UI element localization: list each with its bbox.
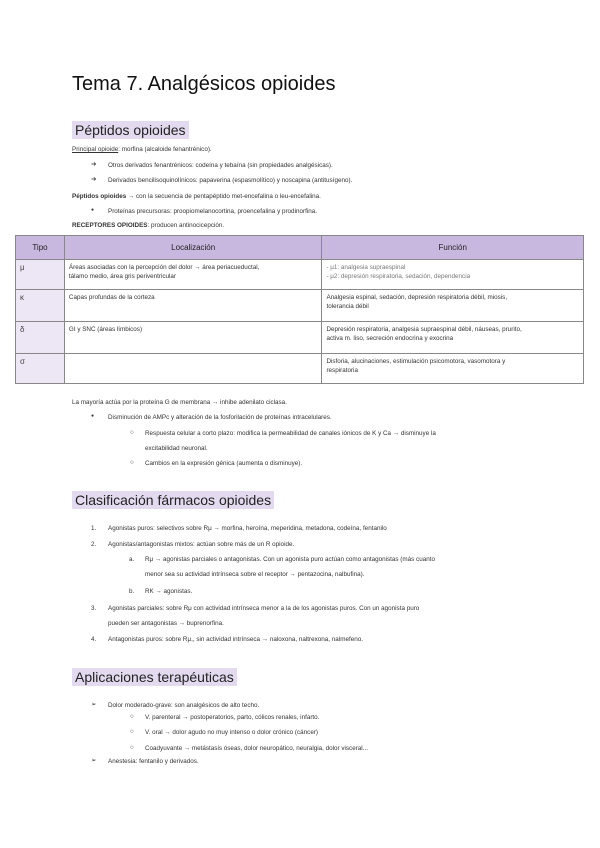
row-funcion [322,322,584,354]
table-header-row [16,236,584,260]
header-funcion: Función [322,236,584,260]
triangle-arrow-icon: ➢ [91,701,97,708]
header-localizacion: Localización [64,236,322,260]
cell-line: Analgesia espinal, sedación, depresión respiratoria débil, miosis, [326,294,508,301]
arrow-icon: ➔ [91,176,97,183]
receptors-table [15,235,584,384]
row-tipo: μ [16,260,65,290]
cell-line: Depresión respiratoria, analgesia supraespinal débil, náuseas, prurito, [326,326,522,333]
triangle-arrow-icon: ➢ [91,757,97,764]
cell-line: - μ1: analgesia supraespinal [326,264,406,271]
circle-icon: ○ [130,744,134,751]
section-aplicaciones-heading: Aplicaciones terapéuticas [72,668,237,686]
list-item-cont: menor sea su actividad intrínseca sobre el receptor → pentazocina, nalbufina). [145,571,365,578]
receptores-text: : producen antinocicepción. [147,222,225,229]
arrow-item-2: Derivados bencilisoquinolínicos: papaverina (espasmolítico) y noscapina (antitusígeno). [108,177,353,184]
aplicacion-sub-2: V. oral → dolor agudo no muy intenso o dolor crónico (cáncer) [145,729,319,736]
cell-line: activa m. liso, secreción endocrina y exocrina [326,335,454,342]
peptidos-text: → con la secuencia de pentapéptido met-encefalina o leu-encefalina. [126,193,321,200]
list-number: b. [129,588,135,595]
list-number: 2. [91,541,97,548]
row-localizacion [64,354,322,384]
list-item: Agonistas/antagonistas mixtos: actúan sobre más de un R opioide. [108,541,295,548]
list-item: Rμ → agonistas parciales o antagonistas. Con un agonista puro actúan como antagonistas (más cuanto [145,556,435,563]
table-row [16,290,584,322]
bullet-icon: ● [91,413,95,419]
list-item-cont: pueden ser antagonistas → buprenorfina. [108,620,224,627]
list-item: Agonistas puros: selectivos sobre Rμ → morfina, heroína, meperidina, metadona, codeína, fentanilo [108,525,387,532]
row-tipo: σ [16,354,65,384]
cell-line: GI y SNC (áreas límbicos) [68,326,143,333]
cell-line: tálamo medio, área gris periventricular [68,273,177,280]
row-tipo: κ [16,290,65,322]
aplicacion-sub-1: V. parenteral → postoperatorios, parto, cólicos renales, infarto. [145,714,320,721]
page-title: Tema 7. Analgésicos opioides [72,73,336,95]
list-item: Agonistas parciales: sobre Rμ con actividad intrínseca menor a la de los agonistas puros. Con un agonista puro [108,605,420,612]
cell-line: respiratoria [326,367,358,374]
aplicacion-sub-3: Coadyuvante → metástasis óseas, dolor neuropático, neuralgia, dolor visceral... [145,745,368,752]
row-localizacion [64,322,322,354]
arrow-icon: ➔ [91,161,97,168]
list-number: a. [129,556,135,563]
circle-icon: ○ [130,459,134,466]
header-tipo: Tipo [16,236,65,260]
bullet-icon: ● [91,207,95,213]
cell-line: Capas profundas de la corteza [68,294,155,301]
aplicacion-item-1: Dolor moderado-grave: son analgésicos de alto techo. [108,702,260,709]
row-tipo: δ [16,322,65,354]
list-number: 4. [91,636,97,643]
circle-icon: ○ [130,429,134,436]
cell-line: - μ2: depresión respiratoria, sedación, dependencia [326,273,471,280]
list-item: Antagonistas puros: sobre Rμ,, sin actividad intrínseca → naloxona, naltrexona, nalmefeno. [108,636,363,643]
row-funcion [322,354,584,384]
row-funcion [322,290,584,322]
peptidos-line [72,192,321,201]
cell-line: tolerancia débil [326,303,369,310]
table-row [16,322,584,354]
mechanism-sub-1: Respuesta celular a corto plazo: modifica la permeabilidad de canales iónicos de K y Ca → disminuye la [145,430,436,437]
aplicacion-item-2: Anestesia: fentanilo y derivados. [108,758,199,765]
circle-icon: ○ [130,728,134,735]
peptidos-label: Péptidos opioides [72,193,127,200]
section-peptidos-heading: Péptidos opioides [72,121,189,139]
section-clasificacion-heading: Clasificación fármacos opioides [72,491,274,509]
row-funcion [322,260,584,290]
principal-label: Principal opioide [72,146,119,153]
mechanism-line: La mayoría actúa por la proteína G de membrana → inhibe adenilato ciclasa. [72,399,287,406]
list-item: RK → agonistas. [145,588,193,595]
principal-text: : morfina (alcaloide fenantrénico). [118,146,212,153]
cell-line: Áreas asociadas con la percepción del dolor → área periacueductal, [68,264,260,271]
row-localizacion [64,260,322,290]
cell-line: Disforia, alucinaciones, estimulación psicomotora, vasomotora y [326,358,506,365]
mechanism-sub-1-cont: excitabilidad neuronal. [145,445,208,452]
row-localizacion [64,290,322,322]
receptores-label: RECEPTORES OPIOIDES [72,222,148,229]
principal-line [72,145,212,154]
list-number: 1. [91,525,97,532]
mechanism-sub-2: Cambios en la expresión génica (aumenta o disminuye). [145,460,303,467]
table-row [16,260,584,290]
bullet-item-1: Proteínas precursoras: proopiomelanocortina, proencefalina y prodinorfina. [108,208,317,215]
arrow-item-1: Otros derivados fenantrénicos: codeína y tebaína (sin propiedades analgésicas). [108,162,333,169]
table-row [16,354,584,384]
mechanism-bullet: Disminución de AMPc y alteración de la fosforilación de proteínas intracelulares. [108,414,332,421]
list-number: 3. [91,605,97,612]
circle-icon: ○ [130,713,134,720]
receptores-line [72,221,224,230]
